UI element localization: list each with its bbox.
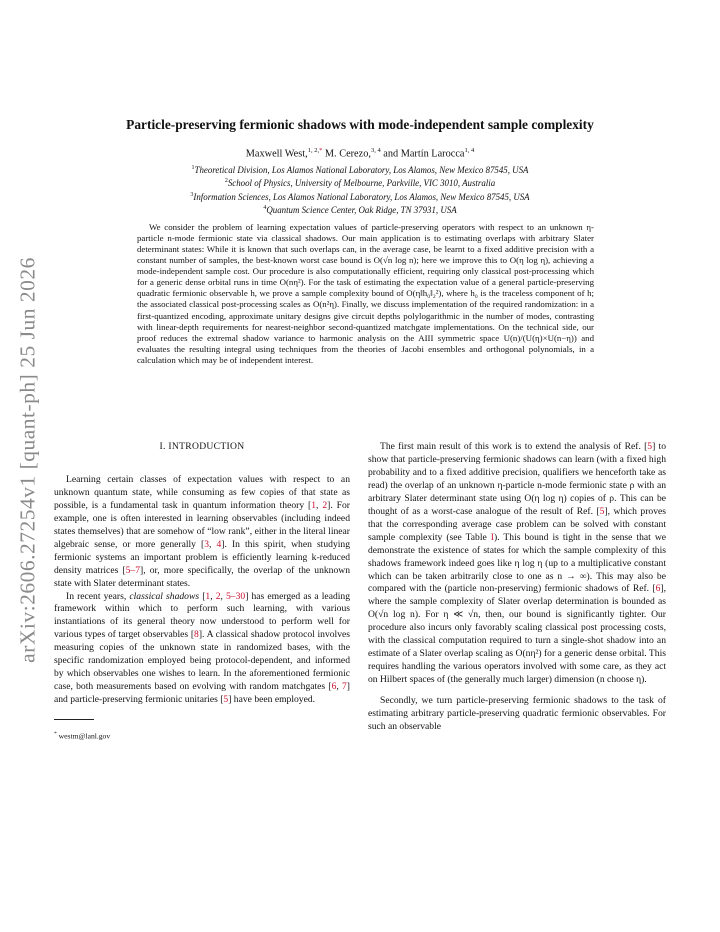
citation-link[interactable]: 4 [216, 538, 222, 550]
paragraph [54, 474, 350, 591]
citation-link[interactable]: 2 [215, 590, 221, 602]
paragraph [54, 591, 350, 708]
section-heading: I. INTRODUCTION [159, 441, 245, 452]
body-text: ], or, more specifically, the overlap of the unknown state with Slater determinant states. [54, 564, 350, 589]
body-text: ] to show that particle-preserving fermionic shadows can learn (with a fixed high probability and to a fixed additive precision, qualifiers we henceforth take as read) the overlap of an unknown η-particle n-mode fermionic state ρ with an arbitrary Slater determinant state using O(η log η) copies of ρ. This can be thought of as a worst-case analogue of the result of Ref. [ [368, 441, 666, 517]
author-name: Maxwell West, [245, 148, 308, 160]
body-text: , [220, 590, 226, 602]
citation-link[interactable]: 2 [322, 499, 328, 511]
footnote-mark[interactable]: * [319, 147, 323, 154]
left-column [54, 441, 350, 744]
affiliation-line [0, 163, 720, 176]
affiliation-text: School of Physics, University of Melbourne, Parkville, VIC 3010, Australia [227, 178, 496, 189]
affiliation-text: Theoretical Division, Los Alamos National Laboratory, Los Alamos, New Mexico 87545, USA [194, 164, 529, 175]
author-affil-mark: 3, 4 [370, 147, 381, 154]
citation-link[interactable]: 5–7 [125, 564, 140, 576]
affiliations [0, 163, 720, 216]
body-text: , [210, 590, 216, 602]
author-name: M. Cerezo, [324, 148, 371, 160]
body-text: classical shadows [129, 590, 200, 602]
citation-link[interactable]: 5 [599, 505, 605, 517]
right-column [368, 441, 666, 734]
body-text: [ [199, 590, 206, 602]
body-text: ]. A classical shadow protocol involves measuring copies of the unknown state in randomized bases, with the specific randomization employed being protocol-dependent, and informed by which observables one wishes to learn. In the aforementioned fermionic case, both measurements based on evolving with random matchgates [ [54, 629, 350, 693]
author-email[interactable]: westm@lanl.gov [58, 731, 111, 741]
author-affil-mark: 1, 4 [464, 147, 475, 154]
affiliation-line [0, 203, 720, 216]
body-text: Learning certain classes of expectation values with respect to an unknown quantum state, while consuming as few copies of that state as possible, is a fundamental task in quantum information theory [ [54, 473, 350, 511]
citation-link[interactable]: 8 [194, 629, 199, 641]
body-text: ] has emerged as a leading framework within which to perform such learning, with various instantiations of its general theory now understood to perform well for various types of target observables [ [54, 590, 351, 641]
body-text: ] and particle-preserving fermionic unitaries [ [54, 681, 350, 706]
author-name: and Martín Larocca [383, 148, 465, 160]
paragraph [368, 441, 666, 687]
author-affil-mark: 1, 2, [307, 147, 320, 154]
paper-title: Particle-preserving fermionic shadows with mode-independent sample complexity [126, 117, 594, 132]
body-text: , [209, 538, 217, 550]
citation-link[interactable]: 7 [342, 681, 347, 693]
citation-link[interactable]: 1 [205, 590, 211, 602]
author-list [0, 147, 720, 159]
body-text: In recent years, [66, 590, 130, 602]
citation-link[interactable]: 3 [204, 538, 210, 550]
citation-link[interactable]: 5 [223, 694, 229, 706]
body-text: ] have been employed. [228, 694, 316, 706]
affiliation-number: 2 [224, 178, 228, 185]
body-text: ], which proves that the corresponding average case problem can be solved with constant sample complexity (see Table [368, 505, 666, 543]
footnote [54, 728, 350, 743]
affiliation-line [0, 176, 720, 189]
body-text: The first main result of this work is to extend the analysis of Ref. [ [380, 441, 648, 452]
abstract-text: We consider the problem of learning expectation values of particle-preserving operators with respect to an unknown η-particle n-mode fermionic state via classical shadows. Our main application is to estimating overlaps with arbitrary Slater determinant states: While it is known that such overlaps can, in the average case, be learnt to a fixed additive precision with a constant number of samples, the best-known worst case bound is O(√n log n); here we improve this to O(η log η), achieving a mode-independent sample cost. Our procedure is also computationally efficient, requiring only classical post-processing which for a generic dense orbital runs in time O(nη²). For the task of estimating the expectation value of a general particle-preserving quadratic fermionic observable h, we prove a sample complexity bound of O(η‖h₀‖₂²), where h₀ is the traceless component of h; the associated classical post-processing scales as O(n²η). Finally, we discuss implementation of the required randomization: in a first-quantized encoding, approximate unitary designs give circuit depths polylogarithmic in the number of modes, contrasting with linear-depth requirements for nearest-neighbor second-quantized matchgate implementations. On the technical side, our proof reduces the extremal shadow variance to harmonic analysis on the AIII symmetric space U(n)/(U(η)×U(n−η)) and evaluates the resulting integral using techniques from the theories of Jacobi ensembles and orthogonal polynomials, in a calculation which may be of independent interest. [137, 222, 594, 365]
citation-link[interactable]: 6 [655, 583, 661, 595]
affiliation-text: Quantum Science Center, Oak Ridge, TN 37931, USA [266, 204, 457, 215]
footnote-rule [54, 719, 94, 720]
citation-link[interactable]: I [490, 531, 494, 543]
body-text: ). This bound is tight in the sense that we demonstrate the existence of states for which the sample complexity of this shadows framework indeed goes like η log η (up to a multiplicative constant which can be taken arbitrarily close to one as n → ∞). This may also be compared with the (particle non-preserving) fermionic shadows of Ref. [ [368, 531, 667, 595]
citation-link[interactable]: 5 [647, 441, 653, 452]
affiliation-text: Information Sciences, Los Alamos National Laboratory, Los Alamos, New Mexico 87545, USA [193, 191, 530, 202]
arxiv-identifier: arXiv:2606.27254v1 [quant-ph] 25 Jun 2026 [15, 257, 40, 663]
citation-link[interactable]: 6 [331, 681, 337, 693]
citation-link[interactable]: 1 [311, 499, 317, 511]
body-text: ], where the sample complexity of Slater overlap determination is bounded as O(√n log n). For η ≪ √n, then, our bound is significantly tighter. Our procedure also incurs only favorably scaling classical post processing costs, with the classical computation required to turn a single-shot shadow into an estimate of a Slater overlap scaling as O(nη²) for a generic dense orbital. This requires handling the various operators involved with some care, as they act on Hilbert spaces of (the generally much larger) dimension (n choose η). [368, 583, 666, 686]
citation-link[interactable]: 5–30 [226, 590, 246, 602]
affiliation-number: 3 [190, 191, 194, 198]
body-text: , [316, 499, 323, 511]
affiliation-line [0, 190, 720, 203]
paragraph [368, 695, 666, 734]
abstract [137, 222, 594, 366]
affiliation-number: 4 [263, 204, 267, 211]
affiliation-number: 1 [191, 165, 195, 171]
body-text: ]. For example, one is often interested in learning observables (including indeed states themselves) that are somehow of “low rank”, either in the literal linear algebraic sense, or more generally [ [54, 499, 350, 550]
body-text: Secondly, we turn particle-preserving fermionic shadows to the task of estimating arbitrary particle-preserving quadratic fermionic observables. For such an observable [368, 695, 666, 733]
footnote-mark: * [54, 731, 57, 738]
body-text: ]. In this spirit, when studying fermionic systems an important problem is efficiently learning k-reduced density matrices [ [54, 538, 351, 576]
body-text: , [336, 681, 342, 693]
